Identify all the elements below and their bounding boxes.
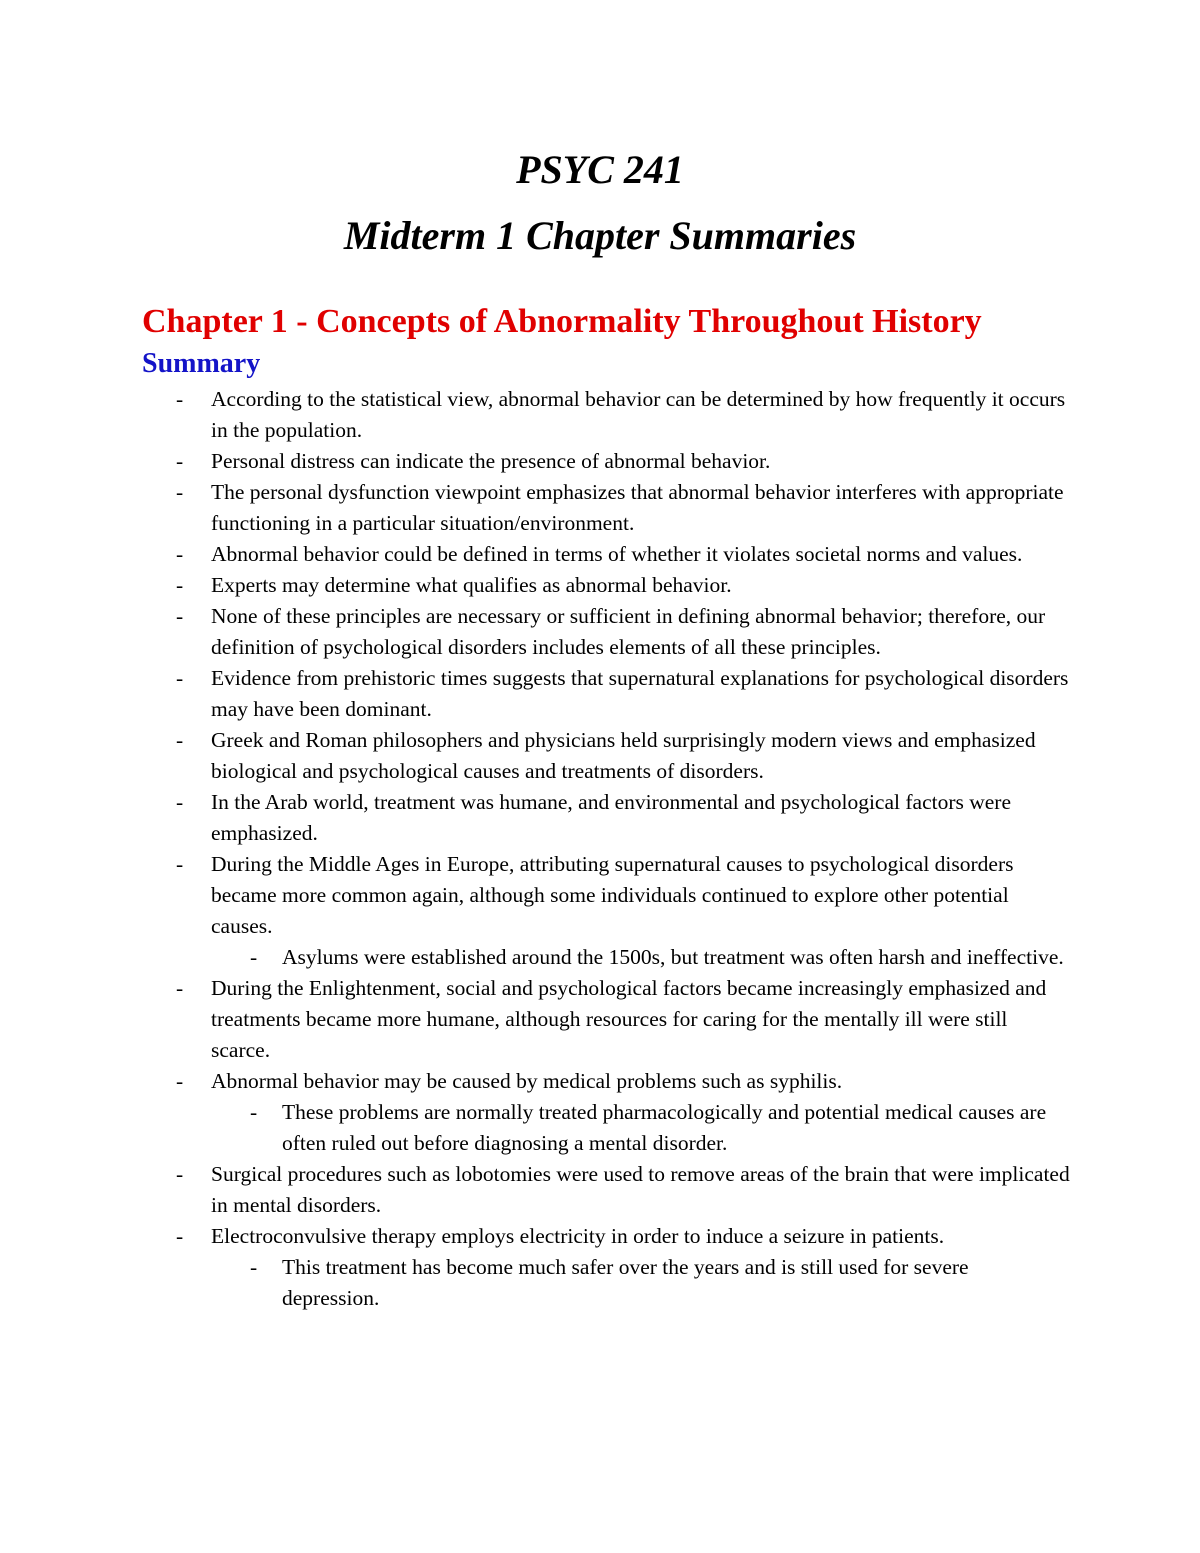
summary-bullet [0, 1159, 1200, 1221]
sub-bullet-text: Asylums were established around the 1500s, but treatment was often harsh and ineffective. [282, 945, 1064, 969]
bullet-text: According to the statistical view, abnormal behavior can be determined by how frequently it occurs in the population. [211, 387, 1066, 442]
sub-bullet-list [211, 942, 1070, 973]
bullet-text: The personal dysfunction viewpoint emphasizes that abnormal behavior interferes with appropriate functioning in a particular situation/environment. [211, 480, 1064, 535]
summary-bullet [0, 725, 1200, 787]
sub-bullet [0, 1097, 1070, 1159]
document-subtitle: Midterm 1 Chapter Summaries [343, 213, 857, 258]
sub-bullet-list [211, 1097, 1070, 1159]
bullet-text: Electroconvulsive therapy employs electricity in order to induce a seizure in patients. [211, 1224, 945, 1248]
bullet-text: Abnormal behavior could be defined in terms of whether it violates societal norms and values. [211, 542, 1023, 566]
bullet-marker: - [176, 666, 184, 690]
summary-bullet [0, 446, 1200, 477]
summary-bullet [0, 1221, 1200, 1314]
bullet-text: During the Middle Ages in Europe, attributing supernatural causes to psychological disorders became more common again, although some individuals continued to explore other potential causes. [211, 852, 1014, 938]
summary-bullet [0, 539, 1200, 570]
bullet-marker: - [176, 852, 184, 876]
summary-bullet [0, 787, 1200, 849]
bullet-marker: - [176, 542, 184, 566]
bullet-marker: - [176, 387, 184, 411]
sub-bullet-marker: - [250, 1255, 258, 1279]
bullet-marker: - [176, 1069, 184, 1093]
summary-bullet [0, 570, 1200, 601]
sub-bullet-list [211, 1252, 1070, 1314]
bullet-marker: - [176, 604, 184, 628]
sub-bullet-marker: - [250, 945, 258, 969]
document-title: PSYC 241 [516, 147, 684, 192]
bullet-text: None of these principles are necessary or sufficient in defining abnormal behavior; therefore, our definition of psychological disorders includes elements of all these principles. [211, 604, 1046, 659]
sub-bullet-text: These problems are normally treated pharmacologically and potential medical causes are often ruled out before diagnosing a mental disorder. [282, 1100, 1047, 1155]
bullet-text: Experts may determine what qualifies as abnormal behavior. [211, 573, 732, 597]
bullet-marker: - [176, 1162, 184, 1186]
bullet-marker: - [176, 480, 184, 504]
bullet-marker: - [176, 976, 184, 1000]
bullet-text: In the Arab world, treatment was humane, and environmental and psychological factors were emphasized. [211, 790, 1012, 845]
summary-bullet [0, 849, 1200, 973]
sub-bullet-text: This treatment has become much safer over the years and is still used for severe depression. [282, 1255, 969, 1310]
sub-bullet [0, 942, 1070, 973]
summary-bullet [0, 663, 1200, 725]
sub-bullet-marker: - [250, 1100, 258, 1124]
summary-bullet [0, 601, 1200, 663]
summary-bullet [0, 973, 1200, 1066]
section-heading-summary: Summary [142, 348, 261, 379]
summary-bullet [0, 477, 1200, 539]
bullet-marker: - [176, 573, 184, 597]
chapter-heading: Chapter 1 - Concepts of Abnormality Throughout History [142, 303, 982, 340]
summary-bullet [0, 384, 1200, 446]
bullet-text: Personal distress can indicate the presence of abnormal behavior. [211, 449, 771, 473]
bullet-text: Greek and Roman philosophers and physicians held surprisingly modern views and emphasized biological and psychological causes and treatments of disorders. [211, 728, 1036, 783]
sub-bullet [0, 1252, 1070, 1314]
bullet-text: Abnormal behavior may be caused by medical problems such as syphilis. [211, 1069, 843, 1093]
bullet-marker: - [176, 1224, 184, 1248]
bullet-text: During the Enlightenment, social and psychological factors became increasingly emphasized and treatments became more humane, although resources for caring for the mentally ill were still scarce. [211, 976, 1047, 1062]
summary-bullet-list [0, 384, 1200, 1314]
bullet-marker: - [176, 790, 184, 814]
summary-bullet [0, 1066, 1200, 1159]
bullet-marker: - [176, 728, 184, 752]
bullet-marker: - [176, 449, 184, 473]
bullet-text: Surgical procedures such as lobotomies were used to remove areas of the brain that were implicated in mental disorders. [211, 1162, 1070, 1217]
bullet-text: Evidence from prehistoric times suggests that supernatural explanations for psychological disorders may have been dominant. [211, 666, 1069, 721]
